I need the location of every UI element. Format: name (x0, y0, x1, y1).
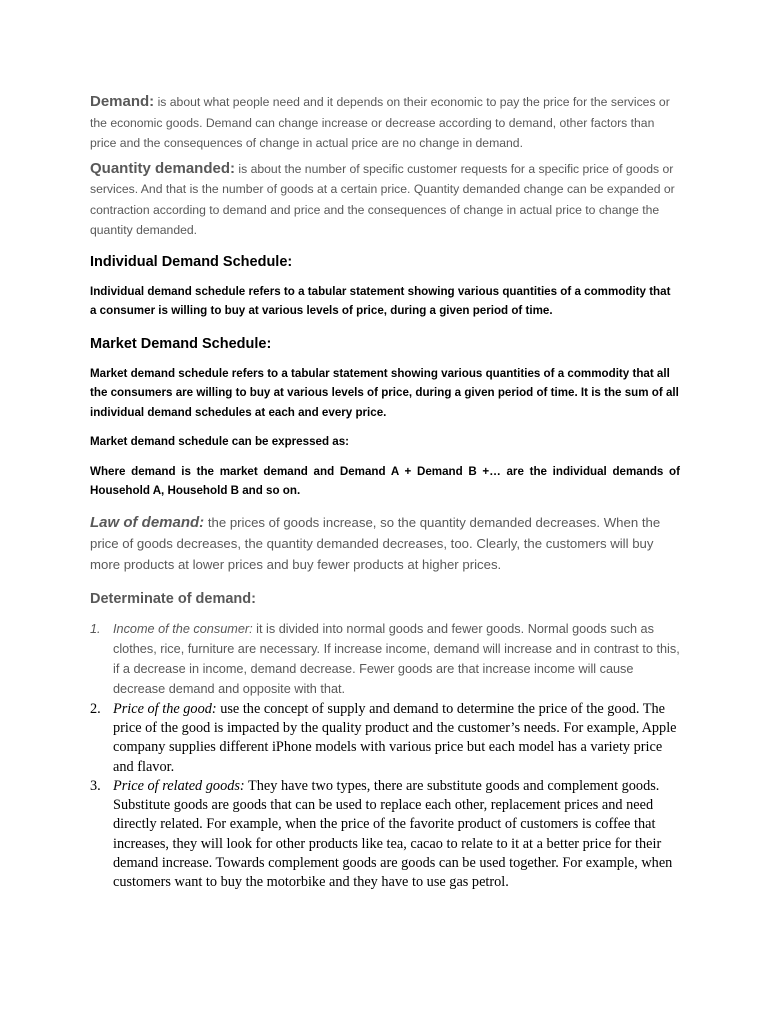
list-item (90, 700, 680, 777)
market-schedule-expression: Market demand schedule can be expressed as: (90, 435, 350, 448)
list-item-text: use the concept of supply and demand to determine the price of the good. The price of the good is impacted by the quality product and the customer’s needs. For example, Apple company supplies different iPhone models with various price but each model has a variety price and flavor. (113, 700, 677, 775)
individual-schedule-text: Individual demand schedule refers to a tabular statement showing various quantities of a commodity that a consumer is willing to buy at various levels of price, during a given period of time. (90, 284, 671, 317)
market-schedule-explanation: Where demand is the market demand and Demand A + Demand B +… are the individual demands of Household A, Household B and so on. (90, 464, 680, 497)
quantity-demanded-paragraph (90, 159, 680, 241)
list-item-lead: Price of related goods: (113, 777, 245, 794)
law-of-demand-text: the prices of goods increase, so the quantity demanded decreases. When the price of goods decreases, the quantity demanded decreases, too. Clearly, the customers will buy more products at lower prices and buy fewer products at higher prices. (90, 514, 661, 572)
demand-term: Demand: (90, 93, 155, 110)
list-item-lead: Price of the good: (113, 700, 217, 717)
list-item-number: 2. (90, 700, 101, 717)
determinate-list (90, 619, 680, 893)
list-item-number: 1. (90, 621, 101, 636)
quantity-demanded-text: is about the number of specific customer requests for a specific price of goods or services. And that is the number of goods at a certain price. Quantity demanded change can be expanded or contraction according to demand and price and the consequences of change in actual price to change the quantity demanded. (90, 161, 675, 237)
demand-paragraph (90, 92, 680, 154)
law-of-demand-paragraph (90, 512, 680, 575)
determinate-heading: Determinate of demand: (90, 590, 256, 607)
list-item-text: They have two types, there are substitute goods and complement goods. Substitute goods are goods that can be used to replace each other, replacement prices and need directly related. For example, when the price of the favorite product of customers is coffee that increases, they will look for other products like tea, cacao to relate to it at a better price for their demand increase. Towards complement goods are goods can be used together. For example, when customers want to buy the motorbike and they have to use gas petrol. (113, 777, 673, 891)
list-item-text: it is divided into normal goods and fewer goods. Normal goods such as clothes, rice, furniture are necessary. If increase income, demand will increase and in contrast to this, if a decrease in income, demand decrease. Fewer goods are that increase income will cause decrease demand and opposite with that. (113, 621, 680, 697)
individual-schedule-heading: Individual Demand Schedule: (90, 253, 293, 270)
market-schedule-heading: Market Demand Schedule: (90, 335, 272, 352)
law-of-demand-term: Law of demand: (90, 513, 205, 531)
list-item (90, 777, 680, 893)
list-item (90, 619, 680, 700)
quantity-demanded-term: Quantity demanded: (90, 159, 236, 177)
demand-text: is about what people need and it depends on their economic to pay the price for the services or the economic goods. Demand can change increase or decrease according to demand, other factors than price and the consequences of change in actual price are no change in demand. (90, 95, 670, 150)
list-item-number: 3. (90, 777, 101, 794)
list-item-lead: Income of the consumer: (113, 621, 253, 636)
document-page (90, 92, 680, 893)
market-schedule-text: Market demand schedule refers to a tabular statement showing various quantities of a commodity that all the consumers are willing to buy at various levels of price, during a given period of time. It is the sum of all individual demand schedules at each and every price. (90, 366, 679, 419)
